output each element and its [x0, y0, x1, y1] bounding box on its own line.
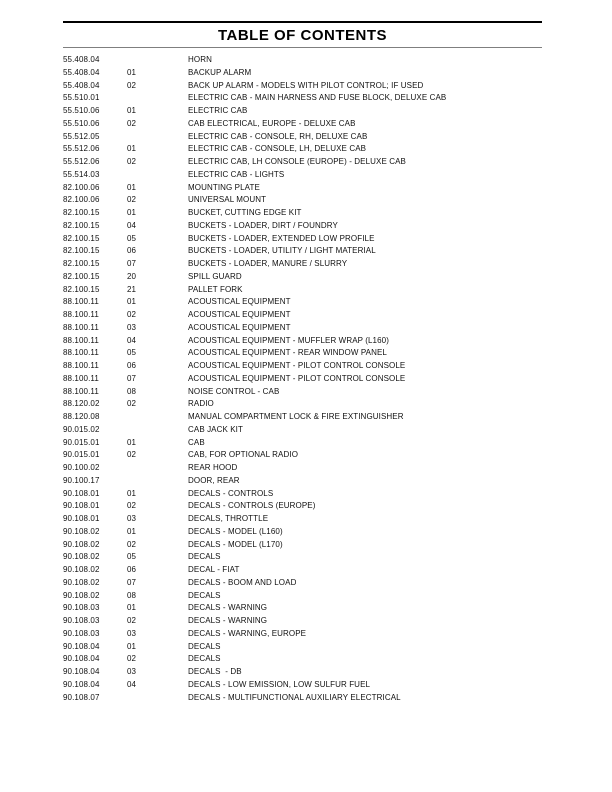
- toc-section-number: 55.510.01: [63, 93, 100, 103]
- toc-sub-number: [127, 54, 188, 67]
- toc-section-number: 90.108.04: [63, 667, 100, 676]
- toc-description: ELECTRIC CAB, LH CONSOLE (EUROPE) - DELUXE CAB: [188, 157, 406, 166]
- toc-sub-number: 01: [127, 144, 137, 154]
- toc-description: DECALS - MODEL (L160): [188, 526, 283, 536]
- toc-description: ELECTRIC CAB - MAIN HARNESS AND FUSE BLOCK, DELUXE CAB: [188, 93, 447, 103]
- toc-row: [63, 551, 542, 564]
- toc-section-number: 90.108.02: [63, 552, 100, 562]
- toc-section-number: 55.512.05: [63, 131, 100, 141]
- toc-description: NOISE CONTROL - CAB: [188, 386, 280, 396]
- toc-row: [63, 398, 542, 411]
- toc-section-number: 90.108.02: [63, 539, 100, 549]
- toc-section-number: 82.100.15: [63, 246, 100, 256]
- toc-description: DECALS - LOW EMISSION, LOW SULFUR FUEL: [188, 679, 371, 689]
- toc-section-number: 82.100.15: [63, 220, 100, 230]
- toc-row: [63, 513, 542, 526]
- toc-section-number: 55.512.06: [63, 157, 100, 166]
- toc-row: [63, 105, 542, 118]
- toc-row: [63, 373, 542, 386]
- toc-description: BACK UP ALARM - MODELS WITH PILOT CONTROL; IF USED: [188, 80, 424, 90]
- toc-section-number: 88.100.11: [63, 322, 99, 332]
- toc-description: DECAL - FIAT: [188, 565, 240, 574]
- toc-description: DECALS: [188, 654, 221, 664]
- toc-row: [63, 679, 542, 692]
- toc-sub-number: [127, 92, 188, 105]
- toc-row: [63, 54, 542, 67]
- toc-row: [63, 526, 542, 539]
- toc-sub-number: 20: [127, 271, 137, 281]
- toc-row: [63, 309, 542, 322]
- toc-sub-number: 08: [127, 590, 137, 600]
- toc-sub-number: 05: [127, 348, 137, 358]
- toc-description: DECALS - CONTROLS: [188, 488, 274, 498]
- toc-description: PALLET FORK: [188, 284, 243, 294]
- toc-description: DECALS - MULTIFUNCTIONAL AUXILIARY ELECTRICAL: [188, 692, 401, 702]
- toc-section-number: 82.100.15: [63, 208, 100, 217]
- toc-description: DECALS - DB: [188, 667, 242, 676]
- toc-row: [63, 194, 542, 207]
- toc-description: ACOUSTICAL EQUIPMENT - MUFFLER WRAP (L160): [188, 335, 389, 345]
- toc-description: DECALS - MODEL (L170): [188, 539, 283, 549]
- toc-description: ELECTRIC CAB - CONSOLE, LH, DELUXE CAB: [188, 144, 367, 154]
- toc-section-number: 55.514.03: [63, 169, 100, 179]
- toc-sub-number: 01: [127, 437, 137, 447]
- toc-description: UNIVERSAL MOUNT: [188, 195, 267, 205]
- toc-section-number: 55.510.06: [63, 118, 100, 128]
- toc-row: [63, 296, 542, 309]
- toc-row: [63, 92, 542, 105]
- toc-row: [63, 449, 542, 462]
- toc-section-number: 90.015.01: [63, 450, 100, 460]
- toc-row: [63, 118, 542, 131]
- toc-section-number: 90.108.02: [63, 577, 100, 587]
- toc-description: ACOUSTICAL EQUIPMENT - PILOT CONTROL CONSOLE: [188, 361, 406, 370]
- toc-description: BACKUP ALARM: [188, 67, 252, 77]
- toc-description: MOUNTING PLATE: [188, 182, 260, 192]
- toc-description: HORN: [188, 55, 212, 64]
- toc-sub-number: 01: [127, 488, 137, 498]
- toc-sub-number: 02: [127, 501, 137, 511]
- header-rule-top: [63, 21, 542, 23]
- toc-sub-number: 02: [127, 654, 137, 664]
- toc-sub-number: 01: [127, 182, 137, 192]
- toc-description: DECALS - WARNING: [188, 616, 268, 625]
- toc-section-number: 90.108.01: [63, 514, 100, 523]
- toc-row: [63, 207, 542, 220]
- toc-section-number: 88.100.11: [63, 348, 99, 358]
- toc-description: DECALS - BOOM AND LOAD: [188, 577, 297, 587]
- toc-row: [63, 322, 542, 335]
- toc-sub-number: 02: [127, 118, 137, 128]
- toc-section-number: 90.015.02: [63, 424, 100, 434]
- toc-sub-number: 04: [127, 335, 137, 345]
- toc-sub-number: 21: [127, 284, 137, 294]
- toc-description: CAB, FOR OPTIONAL RADIO: [188, 450, 299, 460]
- toc-sub-number: 01: [127, 297, 137, 307]
- toc-row: [63, 335, 542, 348]
- toc-sub-number: [127, 169, 188, 182]
- toc-description: ACOUSTICAL EQUIPMENT: [188, 310, 291, 319]
- toc-sub-number: [127, 692, 188, 705]
- toc-sub-number: 02: [127, 80, 137, 90]
- toc-section-number: 90.108.01: [63, 488, 100, 498]
- toc-sub-number: 02: [127, 450, 137, 460]
- header-rule-bottom: [63, 47, 542, 48]
- toc-sub-number: 07: [127, 259, 137, 268]
- toc-sub-number: 02: [127, 310, 137, 319]
- toc-sub-number: 05: [127, 552, 137, 562]
- toc-row: [63, 500, 542, 513]
- toc-section-number: 55.512.06: [63, 144, 100, 154]
- toc-sub-number: 04: [127, 679, 137, 689]
- toc-section-number: 90.108.01: [63, 501, 100, 511]
- toc-row: [63, 386, 542, 399]
- toc-row: [63, 411, 542, 424]
- toc-description: BUCKETS - LOADER, UTILITY / LIGHT MATERIAL: [188, 246, 376, 256]
- toc-row: [63, 360, 542, 373]
- toc-section-number: 88.100.11: [63, 335, 99, 345]
- toc-section-number: 88.100.11: [63, 373, 99, 383]
- toc-row: [63, 220, 542, 233]
- toc-section-number: 88.120.02: [63, 399, 100, 409]
- toc-sub-number: 03: [127, 514, 137, 523]
- toc-section-number: 90.108.02: [63, 526, 100, 536]
- toc-description: ELECTRIC CAB - LIGHTS: [188, 169, 285, 179]
- toc-section-number: 90.108.04: [63, 654, 100, 664]
- toc-sub-number: [127, 475, 188, 488]
- toc-section-number: 90.100.02: [63, 463, 100, 472]
- toc-row: [63, 475, 542, 488]
- toc-description: ACOUSTICAL EQUIPMENT - PILOT CONTROL CONSOLE: [188, 373, 406, 383]
- toc-section-number: 90.108.02: [63, 590, 100, 600]
- toc-row: [63, 424, 542, 437]
- toc-description: DECALS - CONTROLS (EUROPE): [188, 501, 316, 511]
- toc-section-number: 90.108.02: [63, 565, 100, 574]
- toc-section-number: 82.100.06: [63, 195, 100, 205]
- toc-row: [63, 590, 542, 603]
- toc-sub-number: 01: [127, 526, 137, 536]
- toc-sub-number: 03: [127, 667, 137, 676]
- toc-row: [63, 347, 542, 360]
- toc-row: [63, 488, 542, 501]
- toc-section-number: 88.100.11: [63, 310, 99, 319]
- toc-description: ACOUSTICAL EQUIPMENT - REAR WINDOW PANEL: [188, 348, 387, 358]
- toc-sub-number: [127, 131, 188, 144]
- toc-row: [63, 156, 542, 169]
- toc-sub-number: 02: [127, 539, 137, 549]
- toc-row: [63, 131, 542, 144]
- toc-description: DECALS: [188, 552, 221, 562]
- toc-description: DECALS - WARNING, EUROPE: [188, 628, 307, 638]
- toc-description: RADIO: [188, 399, 214, 409]
- toc-sub-number: 01: [127, 67, 137, 77]
- toc-section-number: 82.100.15: [63, 259, 100, 268]
- toc-section-number: 90.108.04: [63, 679, 100, 689]
- toc-section-number: 55.408.04: [63, 55, 100, 64]
- toc-row: [63, 602, 542, 615]
- toc-section-number: 90.108.03: [63, 628, 100, 638]
- toc-description: BUCKET, CUTTING EDGE KIT: [188, 208, 302, 217]
- toc-row: [63, 271, 542, 284]
- toc-sub-number: 07: [127, 373, 137, 383]
- toc-description: BUCKETS - LOADER, MANURE / SLURRY: [188, 259, 348, 268]
- toc-section-number: 90.108.03: [63, 616, 100, 625]
- toc-section-number: 88.100.11: [63, 386, 99, 396]
- toc-sub-number: [127, 411, 188, 424]
- toc-section-number: 88.100.11: [63, 297, 99, 307]
- toc-description: DECALS, THROTTLE: [188, 514, 269, 523]
- page-title: TABLE OF CONTENTS: [217, 27, 388, 44]
- toc-row: [63, 564, 542, 577]
- toc-sub-number: 01: [127, 641, 137, 651]
- toc-section-number: 90.108.07: [63, 692, 100, 702]
- toc-row: [63, 666, 542, 679]
- toc-sub-number: 02: [127, 195, 137, 205]
- toc-row: [63, 577, 542, 590]
- toc-section-number: 90.015.01: [63, 437, 100, 447]
- toc-description: REAR HOOD: [188, 463, 238, 472]
- toc-row: [63, 284, 542, 297]
- toc-section-number: 55.408.04: [63, 67, 100, 77]
- toc-row: [63, 182, 542, 195]
- toc-sub-number: 01: [127, 603, 137, 613]
- toc-sub-number: [127, 424, 188, 437]
- toc-row: [63, 233, 542, 246]
- toc-row: [63, 462, 542, 475]
- toc-sub-number: 05: [127, 233, 137, 243]
- toc-list: [63, 54, 542, 704]
- toc-row: [63, 169, 542, 182]
- toc-description: DECALS: [188, 590, 221, 600]
- toc-section-number: 90.108.03: [63, 603, 100, 613]
- toc-sub-number: 06: [127, 565, 137, 574]
- toc-sub-number: [127, 462, 188, 475]
- toc-sub-number: 03: [127, 322, 137, 332]
- toc-description: BUCKETS - LOADER, EXTENDED LOW PROFILE: [188, 233, 375, 243]
- toc-sub-number: 03: [127, 628, 137, 638]
- toc-section-number: 82.100.06: [63, 182, 100, 192]
- toc-row: [63, 80, 542, 93]
- toc-sub-number: 08: [127, 386, 137, 396]
- toc-sub-number: 07: [127, 577, 137, 587]
- toc-description: SPILL GUARD: [188, 271, 242, 281]
- toc-description: DECALS - WARNING: [188, 603, 268, 613]
- toc-description: CAB: [188, 437, 205, 447]
- toc-row: [63, 539, 542, 552]
- toc-description: MANUAL COMPARTMENT LOCK & FIRE EXTINGUISHER: [188, 412, 404, 421]
- toc-description: ACOUSTICAL EQUIPMENT: [188, 322, 291, 332]
- toc-description: CAB ELECTRICAL, EUROPE - DELUXE CAB: [188, 118, 356, 128]
- toc-section-number: 82.100.15: [63, 284, 100, 294]
- toc-sub-number: 02: [127, 616, 137, 625]
- toc-row: [63, 692, 542, 705]
- toc-description: BUCKETS - LOADER, DIRT / FOUNDRY: [188, 220, 338, 230]
- toc-description: DECALS: [188, 641, 221, 651]
- toc-row: [63, 641, 542, 654]
- toc-section-number: 88.120.08: [63, 412, 100, 421]
- toc-description: ACOUSTICAL EQUIPMENT: [188, 297, 291, 307]
- toc-section-number: 90.100.17: [63, 475, 100, 485]
- toc-sub-number: 02: [127, 157, 137, 166]
- toc-section-number: 88.100.11: [63, 361, 99, 370]
- toc-sub-number: 06: [127, 246, 137, 256]
- toc-description: ELECTRIC CAB: [188, 106, 248, 115]
- toc-sub-number: 04: [127, 220, 137, 230]
- toc-row: [63, 437, 542, 450]
- toc-row: [63, 143, 542, 156]
- toc-row: [63, 258, 542, 271]
- toc-section-number: 55.510.06: [63, 106, 100, 115]
- toc-row: [63, 245, 542, 258]
- toc-row: [63, 67, 542, 80]
- toc-sub-number: 01: [127, 208, 137, 217]
- toc-section-number: 82.100.15: [63, 233, 100, 243]
- toc-row: [63, 653, 542, 666]
- toc-section-number: 55.408.04: [63, 80, 100, 90]
- toc-sub-number: 06: [127, 361, 137, 370]
- toc-sub-number: 01: [127, 106, 137, 115]
- toc-row: [63, 628, 542, 641]
- toc-description: ELECTRIC CAB - CONSOLE, RH, DELUXE CAB: [188, 131, 368, 141]
- toc-description: CAB JACK KIT: [188, 424, 243, 434]
- toc-sub-number: 02: [127, 399, 137, 409]
- toc-section-number: 82.100.15: [63, 271, 100, 281]
- toc-section-number: 90.108.04: [63, 641, 100, 651]
- toc-row: [63, 615, 542, 628]
- toc-description: DOOR, REAR: [188, 475, 240, 485]
